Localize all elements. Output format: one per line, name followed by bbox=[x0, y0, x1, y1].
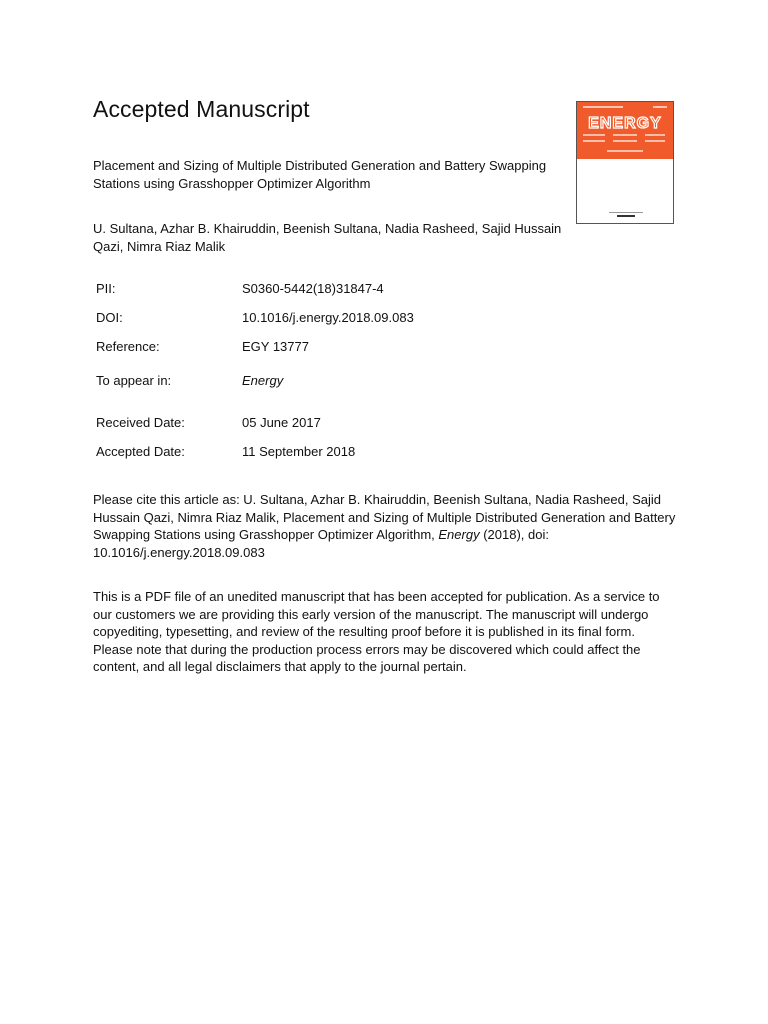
reference-value: EGY 13777 bbox=[242, 339, 309, 354]
cover-subline bbox=[645, 134, 665, 136]
journal-logo bbox=[587, 114, 663, 130]
accepted-date-value: 11 September 2018 bbox=[242, 444, 356, 459]
cover-subline bbox=[607, 150, 643, 152]
doi-value: 10.1016/j.energy.2018.09.083 bbox=[242, 310, 414, 325]
meta-label: Received Date: bbox=[96, 415, 185, 430]
author-list: U. Sultana, Azhar B. Khairuddin, Beenish Sultana, Nadia Rasheed, Sajid Hussain Qazi, Nimra Riaz Malik bbox=[93, 221, 562, 254]
pii-value: S0360-5442(18)31847-4 bbox=[242, 281, 384, 296]
meta-label: PII: bbox=[96, 281, 116, 296]
disclaimer-paragraph: This is a PDF file of an unedited manuscript that has been accepted for publication. As a service to our customers we are providing this early version of the manuscript. The manuscript will undergo copyediting, typesetting, and review of the resulting proof before it is published in its final form. Please note that during the production process errors may be discovered which could affect the content, and all legal disclaimers that apply to the journal pertain. bbox=[93, 589, 660, 674]
journal-name: Energy bbox=[242, 373, 284, 388]
citation-paragraph bbox=[93, 491, 678, 561]
citation-doi: (2018), doi: 10.1016/j.energy.2018.09.083 bbox=[93, 527, 549, 560]
meta-label: Reference: bbox=[96, 339, 160, 354]
svg-text:ENERGY: ENERGY bbox=[588, 115, 662, 130]
meta-label: To appear in: bbox=[96, 373, 172, 388]
received-date-value: 05 June 2017 bbox=[242, 415, 321, 430]
cover-subline bbox=[613, 134, 637, 136]
cover-subline bbox=[613, 140, 637, 142]
meta-label: Accepted Date: bbox=[96, 444, 185, 459]
citation-journal: Energy bbox=[438, 527, 480, 542]
cover-subline bbox=[645, 140, 665, 142]
page-heading: Accepted Manuscript bbox=[93, 96, 310, 122]
journal-cover-image bbox=[576, 101, 674, 224]
cover-footer-line bbox=[609, 212, 643, 213]
cover-header-line bbox=[653, 106, 667, 108]
cover-subline bbox=[583, 140, 605, 142]
article-title: Placement and Sizing of Multiple Distributed Generation and Battery Swapping Stations using Grasshopper Optimizer Algorithm bbox=[93, 158, 547, 191]
cover-subline bbox=[583, 134, 605, 136]
citation-text: Please cite this article as: U. Sultana, Azhar B. Khairuddin, Beenish Sultana, Nadia Rasheed, Sajid Hussain Qazi, Nimra Riaz Malik, Placement and Sizing of Multiple Distributed Generation and Battery Swapping Stations using Grasshopper Optimizer Algorithm, bbox=[93, 492, 676, 542]
publisher-logo bbox=[617, 215, 635, 217]
cover-header-line bbox=[583, 106, 623, 108]
meta-label: DOI: bbox=[96, 310, 123, 325]
